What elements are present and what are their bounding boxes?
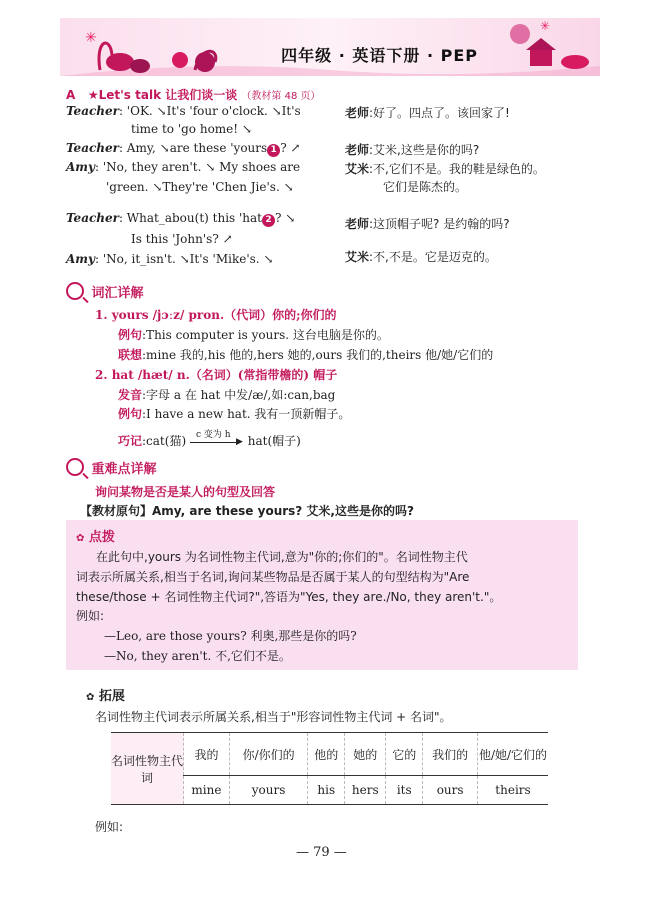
chinese-translation bbox=[345, 215, 510, 232]
table-cell: mine bbox=[184, 776, 230, 805]
tip-label bbox=[76, 526, 115, 545]
bullet-icon: ✿ bbox=[86, 692, 95, 703]
cn-text: :艾米,这些是你的吗? bbox=[369, 143, 480, 157]
vocab-pronunciation bbox=[118, 386, 335, 403]
expand-label-text: 拓展 bbox=[98, 689, 125, 704]
page-number: — 79 — bbox=[296, 845, 347, 860]
english-text-end: ? ↗ bbox=[280, 141, 301, 155]
dialogue-line bbox=[66, 104, 301, 118]
key-points-subheading: 询问某物是否是某人的句型及回答 bbox=[95, 485, 276, 499]
example-label: 例句 bbox=[118, 407, 143, 421]
cn-speaker: 老师 bbox=[345, 217, 370, 231]
section-a-label: A bbox=[66, 88, 76, 102]
svg-text:✳: ✳ bbox=[540, 19, 551, 33]
vocab-item-2-head: 2. hat /hæt/ n.（名词）(常指带檐的) 帽子 bbox=[95, 368, 338, 382]
english-text: : 'OK. ↘It's 'four o'clock. ↘It's bbox=[118, 104, 301, 118]
association-text: :mine 我的,his 他的,hers 她的,ours 我们的,theirs 他/她/它们的 bbox=[142, 348, 494, 362]
speaker: Teacher bbox=[66, 141, 119, 155]
magnifier-icon bbox=[66, 282, 84, 300]
association-label: 联想 bbox=[118, 348, 143, 362]
table-cell: its bbox=[386, 776, 423, 805]
vocab-item-1-head: 1. yours /jɔːz/ pron.（代词）你的;你们的 bbox=[95, 308, 337, 322]
magnifier-icon bbox=[66, 458, 84, 476]
header-decoration bbox=[0, 0, 658, 82]
tip-example-line: —No, they aren't. 不,它们不是。 bbox=[104, 649, 291, 663]
dialogue-line-continued: Is this 'John's? ↗ bbox=[131, 232, 233, 246]
dialogue-line bbox=[66, 160, 300, 174]
table-cell: theirs bbox=[478, 776, 549, 805]
speaker: Teacher bbox=[66, 104, 119, 118]
chinese-translation bbox=[345, 160, 545, 177]
english-text: : What_abou(t) this 'hat bbox=[118, 211, 263, 225]
pronunciation-label: 发音 bbox=[118, 388, 143, 402]
table-cell: yours bbox=[229, 776, 307, 805]
vocab-example bbox=[118, 326, 389, 343]
example-text: :I have a new hat. 我有一顶新帽子。 bbox=[142, 407, 351, 421]
section-a-title: ★Let's talk 让我们谈一谈 bbox=[87, 88, 238, 102]
cn-speaker: 艾米 bbox=[345, 250, 370, 264]
cn-speaker: 老师 bbox=[345, 143, 370, 157]
english-text: : Amy, ↘are these 'yours bbox=[118, 141, 268, 155]
dialogue-line-continued: 'green. ↘They're 'Chen Jie's. ↘ bbox=[106, 180, 294, 194]
table-header-cell: 它的 bbox=[386, 733, 423, 776]
dialogue-line bbox=[66, 211, 295, 227]
row-header: 名词性物主代词 bbox=[111, 733, 184, 805]
chinese-translation-continued: 它们是陈杰的。 bbox=[383, 180, 468, 194]
table-cell: ours bbox=[423, 776, 478, 805]
vocab-example bbox=[118, 405, 350, 422]
tip-example-line: —Leo, are those yours? 利奥,那些是你的吗? bbox=[104, 629, 357, 643]
example-text: :This computer is yours. 这台电脑是你的。 bbox=[142, 328, 389, 342]
vocab-heading bbox=[66, 282, 144, 301]
vocab-association bbox=[118, 346, 493, 363]
textbook-original: 【教材原句】Amy, are these yours? 艾米,这些是你的吗? bbox=[80, 504, 414, 518]
possessive-pronoun-table bbox=[111, 732, 548, 805]
svg-text:✳: ✳ bbox=[85, 30, 97, 46]
table-header-cell: 我们的 bbox=[423, 733, 478, 776]
chinese-translation bbox=[345, 248, 497, 265]
tip-paragraph-line: 词表示所属关系,相当于名词,询问某些物品是否属于某人的句型结构为"Are bbox=[76, 570, 470, 584]
chinese-translation bbox=[345, 141, 479, 158]
speaker: Teacher bbox=[66, 211, 119, 225]
memory-from: :cat(猫) bbox=[142, 434, 187, 448]
cn-text: :不,不是。它是迈克的。 bbox=[369, 250, 497, 264]
header-title: 四年级 · 英语下册 · PEP bbox=[281, 46, 478, 65]
dialogue-line bbox=[66, 252, 273, 266]
dialogue-line-continued: time to 'go home! ↘ bbox=[131, 122, 252, 136]
cn-text: :好了。四点了。该回家了! bbox=[369, 106, 510, 120]
section-a-ref: （教材第 48 页） bbox=[241, 91, 321, 102]
tip-paragraph-line: 在此句中,yours 为名词性物主代词,意为"你的;你们的"。名词性物主代 bbox=[96, 550, 468, 564]
page-header bbox=[0, 0, 658, 82]
table-row bbox=[111, 733, 548, 776]
tip-paragraph-line: these/those + 名词性物主代词?",答语为"Yes, they are./No, they aren't."。 bbox=[76, 590, 502, 604]
example-label: 例句 bbox=[118, 328, 143, 342]
section-a-heading bbox=[66, 86, 321, 103]
dialogue-line bbox=[66, 141, 301, 157]
memory-to: hat(帽子) bbox=[247, 434, 301, 448]
cn-text: :不,它们不是。我的鞋是绿色的。 bbox=[369, 162, 545, 176]
table-header-cell: 他/她/它们的 bbox=[478, 733, 549, 776]
chinese-translation bbox=[345, 104, 510, 121]
table-header-cell: 他的 bbox=[308, 733, 345, 776]
table-header-cell: 她的 bbox=[345, 733, 386, 776]
bullet-icon: ✿ bbox=[76, 533, 85, 544]
english-text: : 'No, it_isn't. ↘It's 'Mike's. ↘ bbox=[94, 252, 274, 266]
cn-text: :这顶帽子呢? 是约翰的吗? bbox=[369, 217, 510, 231]
vocab-memory-tip bbox=[118, 429, 301, 449]
english-text-end: ? ↘ bbox=[275, 211, 296, 225]
expand-label bbox=[86, 685, 125, 704]
cn-speaker: 老师 bbox=[345, 106, 370, 120]
table-header-cell: 你/你们的 bbox=[229, 733, 307, 776]
note-marker: 2 bbox=[262, 214, 275, 227]
table-cell: hers bbox=[345, 776, 386, 805]
key-points-heading-text: 重难点详解 bbox=[91, 462, 157, 477]
table-cell: his bbox=[308, 776, 345, 805]
expand-example-label: 例如: bbox=[95, 820, 124, 834]
expand-text: 名词性物主代词表示所属关系,相当于"形容词性物主代词 + 名词"。 bbox=[95, 710, 452, 724]
english-text: : 'No, they aren't. ↘ My shoes are bbox=[94, 160, 301, 174]
pronunciation-text: :字母 a 在 hat 中发/æ/,如:can,bag bbox=[142, 388, 336, 402]
speaker: Amy bbox=[66, 252, 95, 266]
memory-label: 巧记 bbox=[118, 434, 143, 448]
cn-speaker: 艾米 bbox=[345, 162, 370, 176]
vocab-heading-text: 词汇详解 bbox=[91, 286, 144, 301]
transform-arrow: c 变为 h ▶ bbox=[190, 436, 244, 448]
speaker: Amy bbox=[66, 160, 95, 174]
table-header-cell: 我的 bbox=[184, 733, 230, 776]
note-marker: 1 bbox=[267, 144, 280, 157]
key-points-heading bbox=[66, 458, 157, 477]
arrow-label: c 变为 h bbox=[195, 429, 231, 440]
tip-paragraph-line: 例如: bbox=[76, 609, 105, 623]
tip-label-text: 点拨 bbox=[88, 530, 115, 545]
